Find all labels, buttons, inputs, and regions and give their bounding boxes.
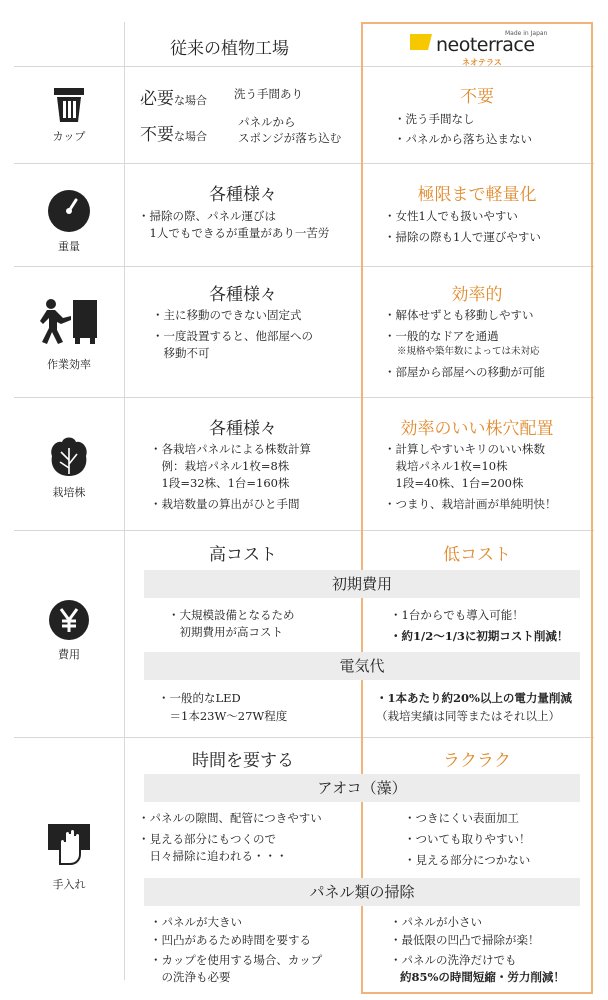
old-weight-title: 各種様々 (209, 185, 277, 205)
old-algae-item: ・見える部分にもつくので (138, 832, 276, 846)
new-plants-item: 栽培パネル1枚=10株 (384, 459, 508, 473)
old-cup-needed-note: 洗う手間あり (234, 87, 303, 101)
new-weight-item: ・女性1人でも扱いやすい (384, 209, 518, 223)
grid-line (14, 530, 594, 531)
old-weight-item: ・掃除の際、パネル運びは (138, 209, 276, 223)
new-algae-item: ・見える部分につかない (404, 853, 531, 867)
yen-icon (49, 600, 89, 640)
old-algae-item: ・パネルの隙間、配管につきやすい (138, 811, 322, 825)
old-cup-unneeded-note: スポンジが落ち込む (238, 131, 342, 145)
old-efficiency-item: ・一度設置すると、他部屋への (152, 329, 313, 343)
new-initial-item-bold: ・約1/2〜1/3に初期コスト削減！ (390, 629, 569, 643)
conventional-header: 従来の植物工場 (170, 39, 289, 59)
algae-band: アオコ（藻） (144, 774, 580, 802)
grid-line (124, 22, 125, 150)
category-label: カップ (52, 130, 86, 143)
category-efficiency (14, 298, 124, 372)
category-label: 手入れ (52, 878, 86, 891)
old-efficiency-item: 移動不可 (152, 346, 210, 360)
grid-line (14, 66, 594, 67)
new-plants-item: ・つまり、栽培計画が単純明快！ (384, 497, 557, 511)
category-plants (14, 434, 124, 500)
grid-line (14, 737, 594, 738)
old-cup-unneeded: 不要な場合 (140, 125, 207, 145)
new-power-item-bold: ・1本あたり約20%以上の電力量削減 (376, 691, 572, 705)
category-label: 重量 (58, 240, 80, 253)
old-plants-title: 各種様々 (209, 419, 277, 439)
hand-cleaning-icon (46, 820, 92, 866)
old-weight-item: 1人でもできるが重量があり一苦労 (138, 226, 330, 240)
category-weight (14, 190, 124, 254)
grid-line (14, 163, 594, 164)
category-label: 作業効率 (47, 358, 91, 371)
new-algae-item: ・つきにくい表面加工 (404, 811, 519, 825)
new-weight-title: 極限まで軽量化 (417, 185, 537, 205)
new-weight-item: ・掃除の際も1人で運びやすい (384, 230, 541, 244)
old-cost-title: 高コスト (209, 545, 277, 565)
old-initial-item: 初期費用が高コスト (168, 625, 283, 639)
grid-line (14, 397, 594, 398)
new-plants-item: ・計算しやすいキリのいい株数 (384, 442, 545, 456)
new-efficiency-item: ・部屋から部屋への移動が可能 (384, 365, 545, 379)
category-cup (14, 88, 124, 144)
old-plants-item: 例：栽培パネル1枚=8株 (150, 459, 290, 473)
brand-kana: ネオテラス (462, 58, 502, 67)
new-panel-item: ・パネルの洗浄だけでも (390, 953, 517, 967)
grid-line (124, 530, 125, 980)
person-pushing-icon (39, 298, 99, 344)
new-efficiency-item: ・解体せずとも移動しやすい (384, 308, 534, 322)
old-panel-item: の洗浄も必要 (150, 970, 231, 984)
gauge-icon (48, 190, 90, 232)
new-panel-item: ・最低限の凹凸で掃除が楽！ (390, 933, 540, 947)
new-efficiency-note: ※規格や築年数によっては未対応 (397, 346, 540, 357)
trash-can-icon (54, 88, 84, 122)
new-power-note: （栽培実績は同等またはそれ以上） (376, 709, 560, 723)
new-panel-item: ・パネルが小さい (390, 915, 482, 929)
neoterrace-logo (410, 30, 550, 66)
old-panel-item: ・凹凸があるため時間を要する (150, 933, 311, 947)
old-plants-item: ・各栽培パネルによる株数計算 (150, 442, 311, 456)
category-label: 費用 (58, 648, 80, 661)
brand-name: neoterrace (436, 34, 535, 56)
old-efficiency-item: ・主に移動のできない固定式 (152, 308, 302, 322)
old-plants-item: 1段=32株、1台=160株 (150, 476, 290, 490)
electricity-band: 電気代 (144, 652, 580, 680)
old-power-item: ＝1本23W〜27W程度 (158, 709, 288, 723)
new-efficiency-title: 効率的 (451, 285, 503, 305)
initial-cost-band: 初期費用 (144, 570, 580, 598)
old-power-item: ・一般的なLED (158, 691, 241, 705)
brand-tagline: Made in Japan (505, 30, 548, 37)
new-efficiency-item: ・一般的なドアを通過 (384, 329, 499, 343)
new-cup-item: ・洗う手間なし (394, 112, 475, 126)
new-cup-title: 不要 (460, 87, 494, 107)
new-panel-item-bold: 約85%の時間短縮・労力削減！ (400, 970, 565, 984)
old-plants-item: ・栽培数量の算出がひと手間 (150, 497, 300, 511)
grid-line (124, 150, 125, 530)
old-initial-item: ・大規模設備となるため (168, 608, 295, 622)
new-plants-item: 1段=40株、1台=200株 (384, 476, 524, 490)
old-panel-item: ・カップを使用する場合、カップ (150, 953, 323, 967)
old-cup-needed: 必要な場合 (140, 89, 207, 109)
new-cup-item: ・パネルから落ち込まない (394, 132, 532, 146)
old-panel-item: ・パネルが大きい (150, 915, 242, 929)
old-cup-unneeded-note: パネルから (238, 115, 296, 129)
category-cost (14, 600, 124, 662)
new-initial-item: ・1台からでも導入可能！ (390, 608, 524, 622)
grid-line (14, 266, 594, 267)
old-efficiency-title: 各種様々 (209, 285, 277, 305)
lettuce-icon (48, 434, 90, 478)
new-cost-title: 低コスト (443, 545, 511, 565)
panel-cleaning-band: パネル類の掃除 (144, 878, 580, 906)
category-label: 栽培株 (52, 486, 86, 499)
category-care (14, 820, 124, 892)
new-plants-title: 効率のいい株穴配置 (400, 419, 554, 439)
old-care-title: 時間を要する (192, 751, 294, 771)
new-algae-item: ・ついても取りやすい！ (404, 832, 531, 846)
new-care-title: ラクラク (443, 751, 511, 771)
old-algae-item: 日々掃除に追われる・・・ (138, 849, 288, 863)
